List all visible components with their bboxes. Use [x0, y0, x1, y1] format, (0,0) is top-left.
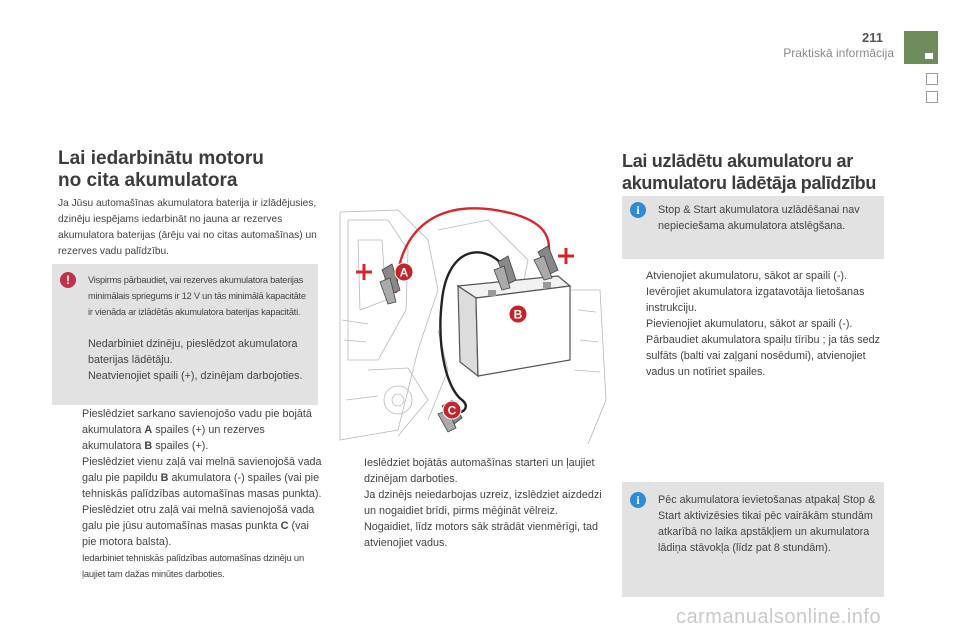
label-c — [443, 401, 461, 419]
label-a-text: A — [399, 265, 409, 280]
left-heading-line2: no cita akumulatora — [58, 170, 238, 191]
left-intro: Ja Jūsu automašīnas akumulatora baterija ir izlādējusies, dzinēju iespējams iedarbināt no jauna ar rezerves akumulatora baterijas (ārēju vai no citas automašīnas) un rezerves vadu palīdzību. — [58, 198, 317, 257]
info-box-text: Pēc akumulatora ievietošanas atpakaļ Stop & Start aktivizēsies tikai pēc vairākām stundām atkarībā no laika apstākļiem un akumulatora lādiņa stāvokļa (līdz pat 8 stundām). — [658, 494, 876, 554]
clamp-b-positive — [534, 246, 558, 280]
list-item: Ievērojiet akumulatora izgatavotāja lietošanas instrukciju. — [646, 286, 865, 314]
info-icon: i — [630, 202, 646, 218]
battery-drawing — [458, 276, 570, 376]
left-heading-line1: Lai iedarbinātu motoru — [58, 148, 264, 169]
label-c-text: C — [447, 403, 457, 418]
info-box-text: Stop & Start akumulatora uzlādēšanai nav nepieciešama akumulatora atslēgšana. — [658, 204, 860, 232]
right-heading-line2: akumulatoru lādētāja palīdzību — [622, 173, 877, 193]
exclamation-icon: ! — [60, 272, 76, 288]
jump-start-illustration — [338, 200, 610, 446]
list-item: Pieslēdziet sarkano savienojošo vadu pie bojātā akumulatora A spailes (+) un rezerves akumulatora B spailes (+). — [82, 408, 312, 452]
chapter-tab-marker — [925, 53, 933, 59]
middle-steps-list — [342, 455, 604, 551]
watermark: carmanualsonline.info — [676, 606, 882, 628]
list-item: Atvienojiet akumulatoru, sākot ar spaili (-). — [646, 270, 848, 282]
chapter-box-1 — [926, 73, 938, 85]
right-heading-line1: Lai uzlādētu akumulatoru ar — [622, 151, 853, 171]
section-title: Praktiskā informācija — [783, 46, 894, 60]
info-icon: i — [630, 492, 646, 508]
left-steps-list — [60, 406, 322, 582]
warning-box — [52, 264, 318, 405]
list-item: Pieslēdziet vienu zaļā vai melnā savienojošā vada galu pie papildu B akumulatora (-) spailes (vai pie tehniskās palīdzības automašīnas masas punkta). — [82, 456, 322, 500]
plus-sign-right — [558, 248, 574, 264]
warning-paragraph-2: Neatvienojiet spaili (+), dzinējam darbojoties. — [88, 370, 303, 382]
list-item: Ieslēdziet bojātās automašīnas starteri un ļaujiet dzinējam darboties. Ja dzinējs neiedarbojas uzreiz, izslēdziet aizdedzi un nogaidiet brīdi, pirms mēģināt vēlreiz. — [364, 457, 602, 517]
right-heading — [622, 150, 922, 194]
list-item: Pārbaudiet akumulatora spaiļu tīrību ; ja tās sedz sulfāts (balti vai zaļgani nosēdumi), atvienojiet vadus un notīriet spailes. — [646, 334, 881, 378]
chapter-box-2 — [926, 91, 938, 103]
list-item: Nogaidiet, līdz motors sāk strādāt vienmērīgi, tad atvienojiet vadus. — [364, 521, 599, 549]
label-a — [395, 263, 413, 281]
label-b-text: B — [513, 307, 523, 322]
list-item: Iedarbiniet tehniskās palīdzības automašīnas dzinēju un ļaujiet tam dažas minūtes darboties. — [82, 552, 304, 579]
info-box-stop-start — [622, 196, 884, 259]
left-heading — [58, 148, 318, 192]
page-number: 211 — [862, 30, 883, 45]
warning-small-text: Vispirms pārbaudiet, vai rezerves akumulatora baterijas minimālais spriegums ir 12 V un tās minimālā kapacitāte ir vienāda ar izlādētās akumulatora baterijas kapacitāti. — [88, 275, 306, 317]
warning-paragraph-1: Nedarbiniet dzinēju, pieslēdzot akumulatora baterijas lādētāju. — [88, 338, 298, 366]
list-item: Pievienojiet akumulatoru, sākot ar spaili (-). — [646, 318, 853, 330]
label-b — [509, 305, 527, 323]
list-item: Pieslēdziet otru zaļā vai melnā savienojošā vada galu pie jūsu automašīnas masas punkta C (vai pie motora balsta). — [82, 504, 315, 548]
chapter-tab — [904, 31, 938, 64]
right-steps-list — [624, 268, 886, 380]
info-box-reconnect — [622, 482, 884, 597]
